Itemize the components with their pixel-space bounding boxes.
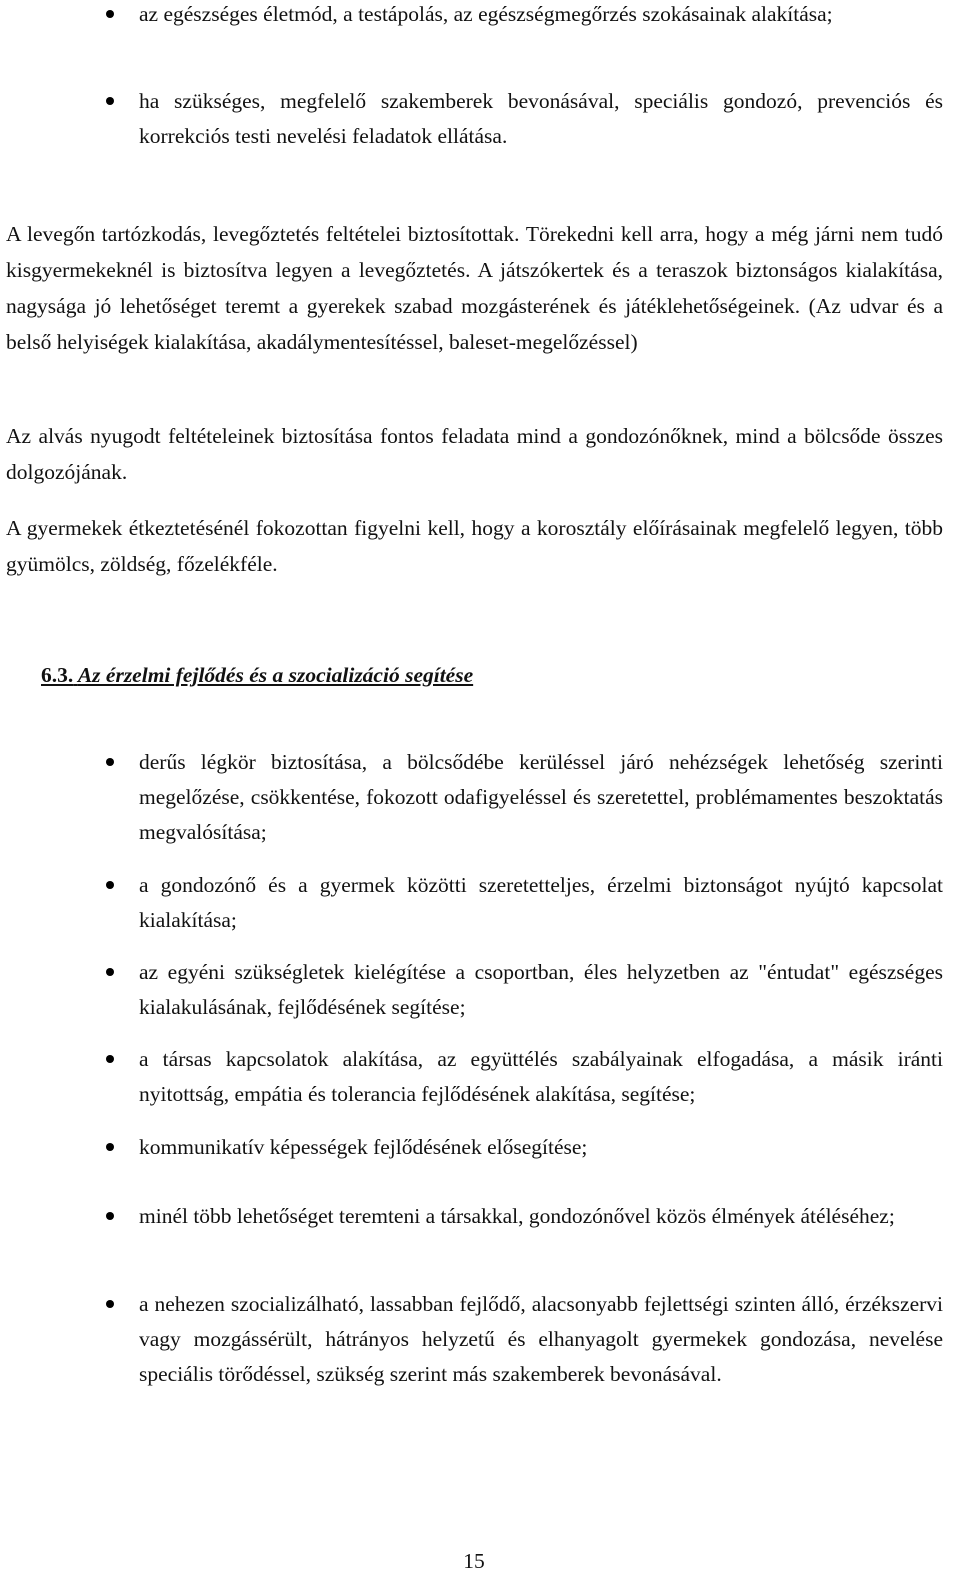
bullet-icon — [106, 1212, 114, 1220]
bullet-icon — [106, 1300, 114, 1308]
list-item — [139, 1287, 943, 1392]
list-item-text: a nehezen szocializálható, lassabban fejlődő, alacsonyabb fejlettségi szinten álló, érzékszervi vagy mozgássérült, hátrányos helyzetű és elhanyagolt gyermekek gondozása, nevelése speciális törődéssel, szükség szerint más szakemberek bevonásával. — [139, 1292, 943, 1386]
list-item — [139, 868, 943, 938]
page-number: 15 — [463, 1549, 485, 1573]
list-item — [139, 745, 943, 850]
bullet-icon — [106, 1143, 114, 1151]
bullet-icon — [106, 758, 114, 766]
list-item-text: minél több lehetőséget teremteni a társakkal, gondozónővel közös élmények átéléséhez; — [139, 1204, 895, 1228]
section-number: 6.3. — [41, 663, 74, 687]
list-item — [139, 1042, 943, 1112]
list-item — [139, 0, 943, 32]
list-item — [139, 84, 943, 154]
list-item — [139, 955, 943, 1025]
bullet-icon — [106, 10, 114, 18]
list-item-text: kommunikatív képességek fejlődésének elősegítése; — [139, 1135, 588, 1159]
list-item-text: derűs légkör biztosítása, a bölcsődébe kerüléssel járó nehézségek lehetőség szerinti megelőzése, csökkentése, fokozott odafigyeléssel és szeretettel, problémamentes beszoktatás megvalósítása; — [139, 750, 943, 844]
bullet-icon — [106, 1055, 114, 1063]
list-item — [139, 1130, 943, 1165]
list-item-text: a gondozónő és a gyermek közötti szeretetteljes, érzelmi biztonságot nyújtó kapcsolat kialakítása; — [139, 873, 943, 932]
section-title: Az érzelmi fejlődés és a szocializáció segítése — [77, 663, 474, 687]
section-heading — [41, 660, 473, 690]
bullet-icon — [106, 881, 114, 889]
list-item — [139, 1199, 943, 1234]
bullet-icon — [106, 968, 114, 976]
bullet-icon — [106, 97, 114, 105]
paragraph: A gyermekek étkeztetésénél fokozottan figyelni kell, hogy a korosztály előírásainak megfelelő legyen, több gyümölcs, zöldség, főzelékféle. — [6, 516, 943, 576]
paragraph: Az alvás nyugodt feltételeinek biztosítása fontos feladata mind a gondozónőknek, mind a bölcsőde összes dolgozójának. — [6, 424, 943, 484]
list-item-text: a társas kapcsolatok alakítása, az együttélés szabályainak elfogadása, a másik iránti nyitottság, empátia és tolerancia fejlődésének alakítása, segítése; — [139, 1047, 943, 1106]
list-item-text: ha szükséges, megfelelő szakemberek bevonásával, speciális gondozó, prevenciós és korrekciós testi nevelési feladatok ellátása. — [139, 89, 943, 148]
list-item-text: az egészséges életmód, a testápolás, az egészségmegőrzés szokásainak alakítása; — [139, 2, 833, 26]
list-item-text: az egyéni szükségletek kielégítése a csoportban, éles helyzetben az "éntudat" egészséges kialakulásának, fejlődésének segítése; — [139, 960, 943, 1019]
paragraph: A levegőn tartózkodás, levegőztetés feltételei biztosítottak. Törekedni kell arra, hogy a még járni nem tudó kisgyermekeknél is biztosítva legyen a levegőztetés. A játszókertek és a teraszok biztonságos kialakítása, nagysága jó lehetőséget teremt a gyerekek szabad mozgásterének és játéklehetőségeinek. (Az udvar és a belső helyiségek kialakítása, akadálymentesítéssel, baleset-megelőzéssel) — [6, 222, 943, 354]
